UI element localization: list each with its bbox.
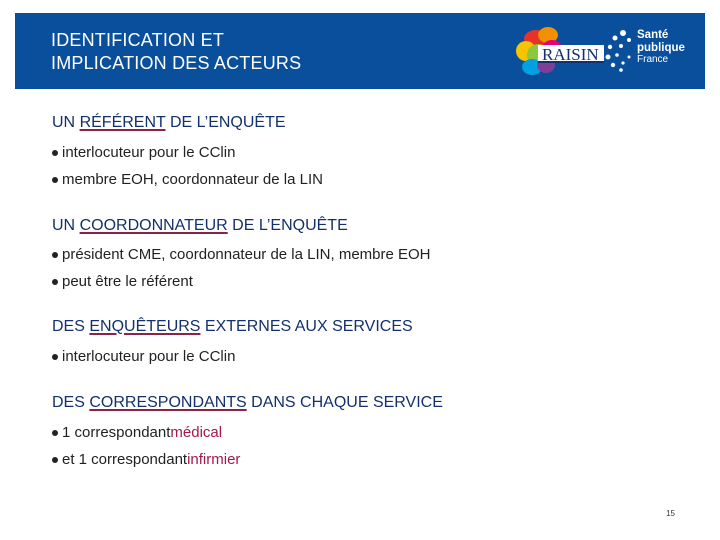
bullet-icon <box>52 457 58 463</box>
sante-publique-france-logo <box>603 27 703 77</box>
raisin-logo <box>512 25 608 81</box>
header-banner <box>15 13 705 89</box>
list-item-text: interlocuteur pour le CClin <box>62 348 236 365</box>
section-title-keyword: ENQUÊTEURS <box>89 318 201 335</box>
section-title-prefix: DES <box>52 394 90 411</box>
bullet-icon <box>52 177 58 183</box>
section-title-suffix: DE L’ENQUÊTE <box>227 217 348 234</box>
section-title-suffix: DE L’ENQUÊTE <box>165 114 286 131</box>
list-item-highlight: infirmier <box>187 451 241 468</box>
list-item <box>52 171 323 188</box>
section-title-enqueteurs <box>52 318 413 336</box>
list-item-highlight: médical <box>170 424 223 441</box>
list-item <box>52 424 222 441</box>
bullet-icon <box>52 279 58 285</box>
spf-dots-icon <box>603 27 635 73</box>
list-item-text: et 1 correspondant <box>62 451 188 468</box>
list-item <box>52 144 235 161</box>
spf-line-3: France <box>637 54 669 65</box>
section-title-keyword: CORRESPONDANTS <box>89 394 247 411</box>
list-item <box>52 273 193 290</box>
raisin-logo-graphic <box>512 25 608 81</box>
section-title-coordonnateur <box>52 217 348 235</box>
list-item <box>52 348 235 365</box>
list-item-text: interlocuteur pour le CClin <box>62 144 236 161</box>
bullet-icon <box>52 354 58 360</box>
section-title-correspondants <box>52 394 443 412</box>
list-item <box>52 246 431 263</box>
slide-title-line-2: IMPLICATION DES ACTEURS <box>51 53 302 73</box>
slide-title-line-1: IDENTIFICATION ET <box>51 30 225 50</box>
list-item-text: peut être le référent <box>62 273 193 290</box>
page-number: 15 <box>666 509 675 518</box>
section-title-keyword: COORDONNATEUR <box>79 217 228 234</box>
spf-logo-text <box>637 29 685 67</box>
list-item <box>52 451 240 468</box>
bullet-icon <box>52 150 58 156</box>
section-title-prefix: UN <box>52 217 80 234</box>
section-title-suffix: EXTERNES AUX SERVICES <box>200 318 413 335</box>
section-title-prefix: UN <box>52 114 80 131</box>
section-title-keyword: RÉFÉRENT <box>79 114 166 131</box>
section-title-suffix: DANS CHAQUE SERVICE <box>246 394 443 411</box>
list-item-text: président CME, coordonnateur de la LIN, membre EOH <box>62 246 431 263</box>
raisin-logo-text: RAISIN <box>542 45 599 64</box>
section-title-prefix: DES <box>52 318 90 335</box>
slide-title <box>51 29 301 75</box>
spf-line-1: Santé <box>637 29 669 41</box>
bullet-icon <box>52 252 58 258</box>
bullet-icon <box>52 430 58 436</box>
list-item-text: membre EOH, coordonnateur de la LIN <box>62 171 323 188</box>
list-item-text: 1 correspondant <box>62 424 171 441</box>
spf-line-2: publique <box>637 41 685 54</box>
section-title-referent <box>52 114 286 132</box>
